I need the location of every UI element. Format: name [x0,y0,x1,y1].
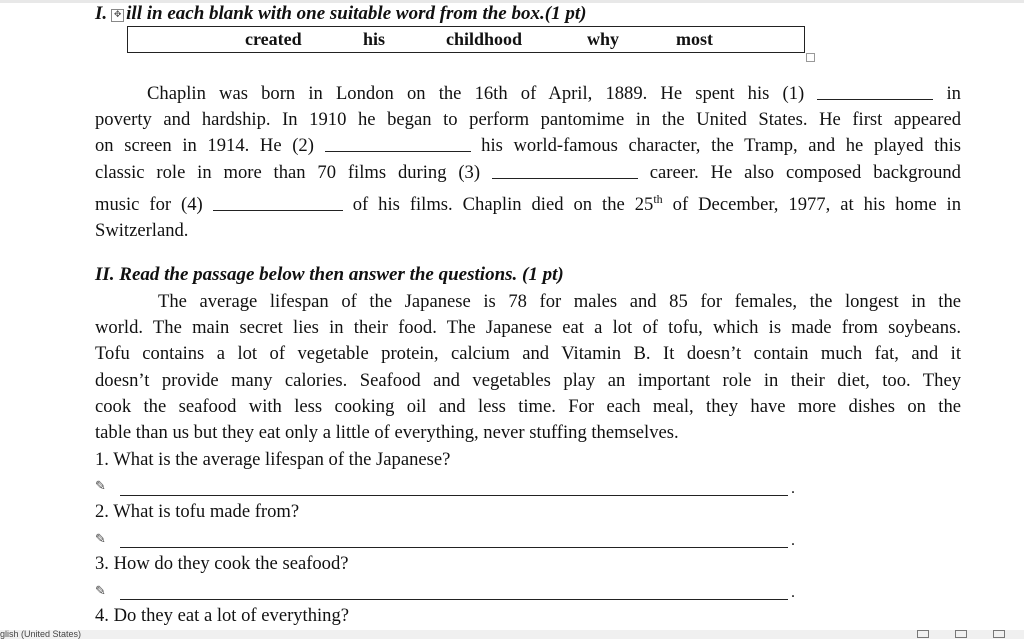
word-box-item: his [363,29,386,49]
paragraph-line: Chaplin was born in London on the 16th of April, 1889. He spent his (1) in [147,83,961,104]
word-box [127,26,805,53]
passage-line: The average lifespan of the Japanese is 78 for males and 85 for females, the longest in the [158,291,961,312]
passage-line: cook the seafood with less cooking oil and less time. For each meal, they have more dishes on the [95,395,961,417]
blank-2[interactable] [325,135,471,152]
exercise1-paragraph [95,81,961,244]
pencil-icon: ✎ [95,532,106,547]
paragraph-line: music for (4) of his films. Chaplin died on the 25th of December, 1977, at his home in [95,191,962,215]
answer-line-3[interactable] [120,599,788,600]
question-2: 2. What is tofu made from? [95,501,300,522]
answer-line-1[interactable] [120,495,788,496]
answer-line-2[interactable] [120,547,788,548]
question-4: 4. Do they eat a lot of everything? [95,605,350,626]
word-box-item: childhood [446,29,523,49]
pencil-icon: ✎ [95,584,106,599]
answer-period: . [791,532,795,549]
blank-4[interactable] [213,194,343,211]
table-move-icon[interactable]: ✥ [111,9,124,22]
blank-1[interactable] [817,83,933,100]
passage-line: doesn’t provide many calories. Seafood and vegetables play an important role in their diet, too. They [95,369,961,391]
web-layout-icon[interactable] [993,630,1005,638]
exercise1-title-text: ill in each blank with one suitable word from the box.(1 pt) [126,3,587,24]
exercise2-passage [95,289,961,446]
paragraph-line: poverty and hardship. In 1910 he began to perform pantomime in the United States. He first appeared [95,109,961,131]
print-layout-icon[interactable] [955,630,967,638]
paragraph-line: on screen in 1914. He (2) his world-famous character, the Tramp, and he played this [95,135,961,157]
exercise1-title [95,3,586,25]
passage-line: world. The main secret lies in their food. The Japanese eat a lot of tofu, which is made from soybeans. [95,317,961,339]
answer-period: . [791,480,795,497]
passage-line: table than us but they eat only a little of everything, never stuffing themselves. [95,422,679,444]
word-box-item: created [245,29,302,49]
question-1: 1. What is the average lifespan of the Japanese? [95,449,451,470]
status-bar [0,630,1024,639]
answer-period: . [791,584,795,601]
table-resize-handle[interactable] [806,53,815,62]
paragraph-line: Switzerland. [95,220,189,242]
exercise2-title: II. Read the passage below then answer the questions. (1 pt) [95,264,564,285]
blank-3[interactable] [492,162,638,179]
paragraph-line: classic role in more than 70 films during (3) career. He also composed background [95,161,961,183]
word-box-item: why [587,29,620,49]
question-3: 3. How do they cook the seafood? [95,553,349,574]
pencil-icon: ✎ [95,479,106,494]
language-indicator[interactable]: glish (United States) [0,629,82,639]
passage-line: Tofu contains a lot of vegetable protein, calcium and Vitamin B. It doesn’t contain much fat, and it [95,343,961,365]
word-box-item: most [676,29,713,49]
read-mode-icon[interactable] [917,630,929,638]
exercise1-title-prefix: I. [95,3,108,24]
